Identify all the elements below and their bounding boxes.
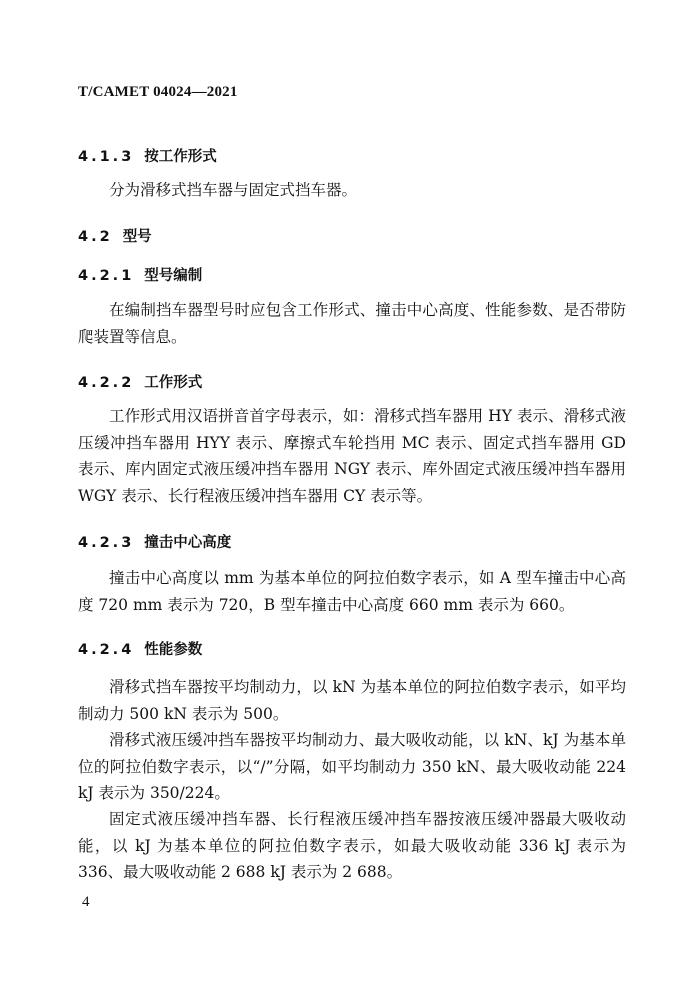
section-title: 型号 (122, 229, 152, 245)
section-title: 撞击中心高度 (144, 535, 232, 551)
section-title: 按工作形式 (144, 149, 217, 165)
paragraph-impact-center-height: 撞击中心高度以 mm 为基本单位的阿拉伯数字表示，如 A 型车撞击中心高度 720 mm 表示为 720，B 型车撞击中心高度 660 mm 表示为 660。 (78, 569, 626, 614)
section-heading-4-2-2 (78, 371, 202, 392)
section-heading-4-2-1 (78, 264, 202, 285)
section-number: 4.2.2 (78, 375, 135, 391)
paragraph-sliding-hydraulic-params: 滑移式液压缓冲挡车器按平均制动力、最大吸收动能，以 kN、kJ 为基本单位的阿拉伯数字表示，以“/”分隔，如平均制动力 350 kN、最大吸收动能 224 kJ 表示为 350/224。 (78, 731, 626, 802)
section-number: 4.2.1 (78, 268, 135, 284)
section-title: 型号编制 (144, 268, 203, 284)
section-number: 4.2.3 (78, 535, 135, 551)
section-heading-4-2 (78, 225, 152, 246)
section-number: 4.2.4 (78, 642, 135, 658)
paragraph-work-form-codes: 工作形式用汉语拼音首字母表示，如：滑移式挡车器用 HY 表示、滑移式液压缓冲挡车器用 HYY 表示、摩擦式车轮挡用 MC 表示、固定式挡车器用 GD 表示、库内固定式液压缓冲挡车器用 NGY 表示、库外固定式液压缓冲挡车器用 WGY 表示、长行程液压缓冲挡车器用 CY 表示等。 (78, 407, 626, 505)
section-heading-4-1-3 (78, 145, 217, 166)
page-number: 4 (82, 894, 90, 910)
section-title: 工作形式 (144, 375, 203, 391)
paragraph-model-composition: 在编制挡车器型号时应包含工作形式、撞击中心高度、性能参数、是否带防爬装置等信息。 (78, 301, 626, 346)
paragraph-fixed-hydraulic-params: 固定式液压缓冲挡车器、长行程液压缓冲挡车器按液压缓冲器最大吸收动能，以 kJ 为基本单位的阿拉伯数字表示，如最大吸收动能 336 kJ 表示为 336、最大吸收动能 2 688 kJ 表示为 2 688。 (78, 810, 626, 881)
section-title: 性能参数 (144, 642, 203, 658)
section-number: 4.2 (78, 229, 113, 245)
section-heading-4-2-4 (78, 638, 202, 659)
section-number: 4.1.3 (78, 149, 135, 165)
paragraph-sliding-stopper-params: 滑移式挡车器按平均制动力，以 kN 为基本单位的阿拉伯数字表示，如平均制动力 500 kN 表示为 500。 (78, 678, 626, 723)
section-heading-4-2-3 (78, 531, 231, 552)
paragraph-work-form-classification: 分为滑移式挡车器与固定式挡车器。 (109, 181, 358, 199)
document-code-header: T/CAMET 04024—2021 (78, 84, 238, 100)
